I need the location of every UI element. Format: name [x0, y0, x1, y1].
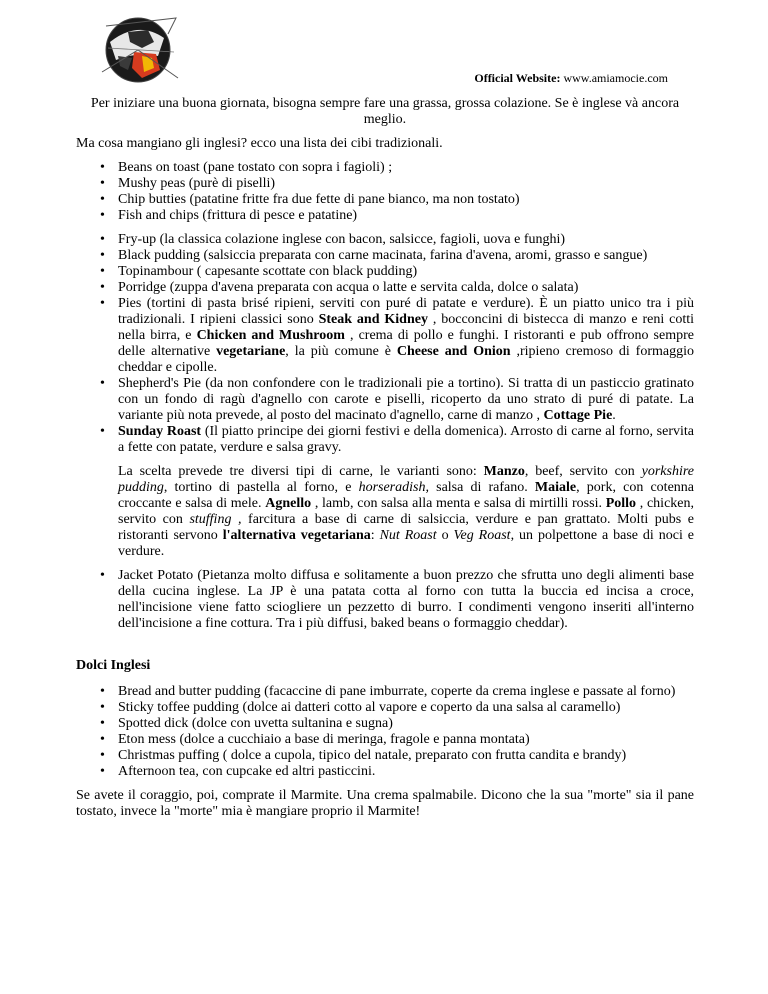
globe-map-logo — [98, 12, 182, 88]
list-item: • Mushy peas (purè di piselli) — [76, 176, 694, 192]
roast-detail-paragraph: La scelta prevede tre diversi tipi di carne, le varianti sono: Manzo, beef, servito con yorkshire pudding, tortino di pastella al forno, e horseradish, salsa di rafano. Maiale, pork, con cotenna croccante e salsa di mele. Agnello , lamb, con salsa alla menta e salsa di mirtilli rossi. Pollo , chicken, servito con stuffing , farcitura a base di carne di salsiccia, verdure e pan grattato. Molti pubs e ristoranti servono l'alternativa vegetariana: Nut Roast o Veg Roast, un polpettone a base di noci e verdure. — [118, 464, 695, 559]
intro-paragraph: Per iniziare una buona giornata, bisogna sempre fare una grassa, grossa colazione. Se è inglese và ancora meglio. — [90, 96, 680, 127]
list-item: • Christmas puffing ( dolce a cupola, tipico del natale, preparato con frutta candita e brandy) — [76, 748, 694, 764]
official-url[interactable]: www.amiamocie.com — [563, 71, 668, 85]
question-paragraph: Ma cosa mangiano gli inglesi? ecco una lista dei cibi tradizionali. — [76, 136, 443, 151]
list-item-shepherds-pie: • Shepherd's Pie (da non confondere con le tradizionali pie a tortino). Si tratta di un pasticcio gratinato con un fondo di ragù d'agnello con carote e piselli, ricoperto da uno strato di puré di patate. La variante più nota prevede, al posto del macinato d'agnello, carne di manzo , Cottage Pie. — [76, 376, 694, 424]
list-item: • Porridge (zuppa d'avena preparata con acqua o latte e servita calda, dolce o salata) — [76, 280, 694, 296]
list-item: • Chip butties (patatine fritte fra due fette di pane bianco, ma non tostato) — [76, 192, 694, 208]
list-item-jacket-potato: • Jacket Potato (Pietanza molto diffusa e solitamente a buon prezzo che sfrutta uno degli alimenti base della cucina inglese. La JP è una patata cotta al forno con tutta la buccia ed incisa a croce, nell'incisione viene fatto sciogliere un pezzetto di burro. I condimenti vengono inseriti all'interno dell'incisione a fine cottura. Tra i più diffusi, baked beans o formaggio cheddar). — [76, 568, 694, 632]
list-item: • Fish and chips (frittura di pesce e patatine) — [76, 208, 694, 224]
list-item: • Black pudding (salsiccia preparata con carne macinata, farina d'avena, aromi, grasso e sangue) — [76, 248, 694, 264]
list-item: • Sticky toffee pudding (dolce ai datteri cotto al vapore e coperto da una salsa al caramello) — [76, 700, 694, 716]
main-dishes-list — [76, 232, 694, 456]
list-item: • Spotted dick (dolce con uvetta sultanina e sugna) — [76, 716, 694, 732]
list-item: • Afternoon tea, con cupcake ed altri pasticcini. — [76, 764, 694, 780]
official-website-line — [474, 71, 668, 86]
document-body — [76, 96, 694, 820]
closing-paragraph: Se avete il coraggio, poi, comprate il Marmite. Una crema spalmabile. Dicono che la sua "morte" sia il pane tostato, invece la "morte" mia è mangiare proprio il Marmite! — [76, 788, 694, 819]
list-item-sunday-roast: • Sunday Roast (Il piatto principe dei giorni festivi e della domenica). Arrosto di carne al forno, servita a fette con patate, verdure e salsa gravy. — [76, 424, 694, 456]
list-item: • Bread and butter pudding (facaccine di pane imburrate, coperte da crema inglese e passate al forno) — [76, 684, 694, 700]
traditional-food-list — [76, 160, 694, 224]
jacket-potato-list — [76, 568, 694, 632]
dolci-heading: Dolci Inglesi — [76, 658, 151, 673]
list-item: • Eton mess (dolce a cucchiaio a base di meringa, fragole e panna montata) — [76, 732, 694, 748]
list-item: • Topinambour ( capesante scottate con black pudding) — [76, 264, 694, 280]
list-item-pies: • Pies (tortini di pasta brisé ripieni, serviti con puré di patate e verdure). È un piatto unico tra i più tradizionali. I ripieni classici sono Steak and Kidney , bocconcini di bistecca di manzo e reni cotti nella birra, e Chicken and Mushroom , crema di pollo e funghi. I ristoranti e pub offrono sempre delle alternative vegetariane, la più comune è Cheese and Onion ,ripieno cremoso di formaggio cheddar e cipolle. — [76, 296, 694, 376]
list-item: • Beans on toast (pane tostato con sopra i fagioli) ; — [76, 160, 694, 176]
official-label: Official Website: — [474, 71, 561, 85]
list-item: • Fry-up (la classica colazione inglese con bacon, salsicce, fagioli, uova e funghi) — [76, 232, 694, 248]
dolci-list — [76, 684, 694, 780]
